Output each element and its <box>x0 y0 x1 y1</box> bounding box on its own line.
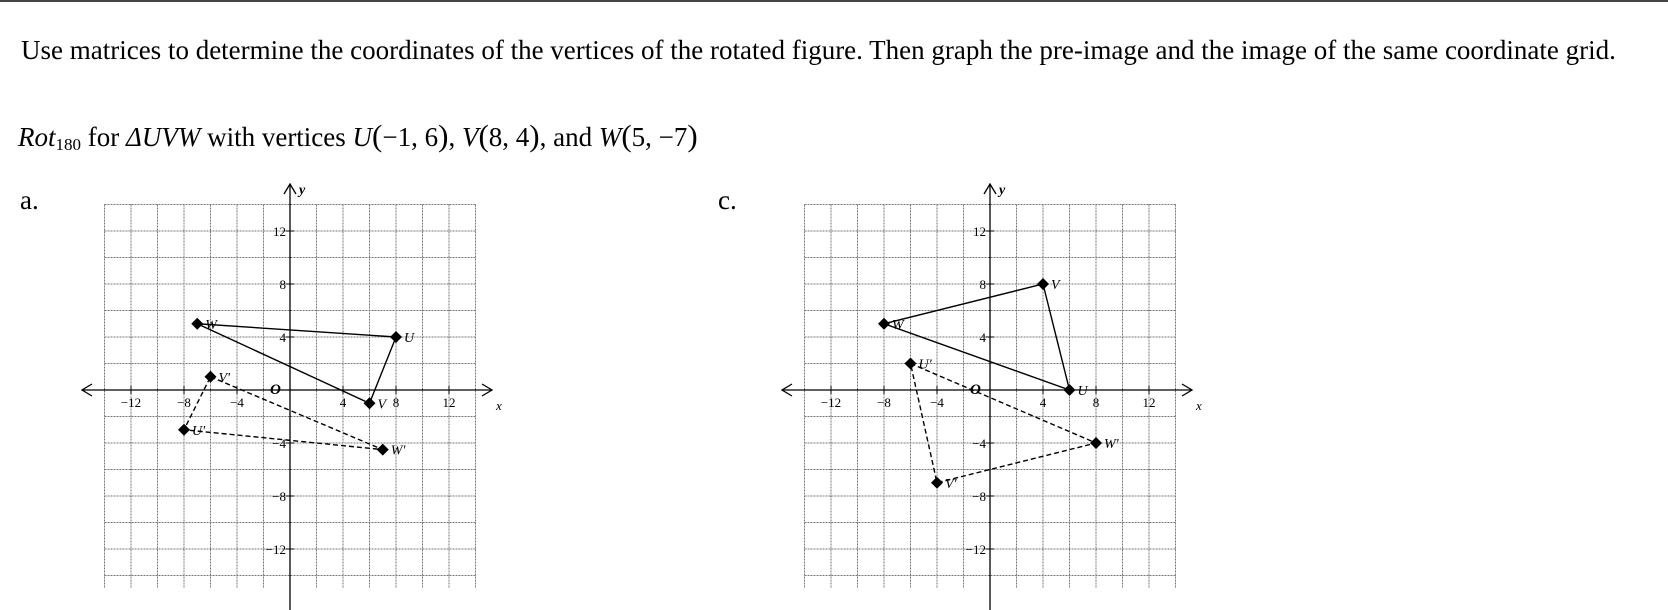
y-tick-label: 4 <box>979 330 986 345</box>
y-tick-label: 8 <box>279 277 286 292</box>
origin-label: O <box>970 382 981 398</box>
vertex-point <box>1090 437 1102 449</box>
x-tick-label: −4 <box>930 395 944 410</box>
vertex-v-name: V <box>461 122 479 152</box>
vertex-point <box>377 444 389 456</box>
x-tick-label: 8 <box>392 395 400 410</box>
image-edges <box>911 364 1097 483</box>
y-tick-label: −12 <box>265 542 286 557</box>
option-a-label[interactable]: a. <box>20 185 39 215</box>
vertex-point <box>205 371 217 383</box>
y-axis-label: y <box>999 183 1006 198</box>
x-tick-label: 12 <box>1142 395 1156 410</box>
vertex-label: U' <box>918 357 932 373</box>
vertex-u-name: U <box>352 122 373 152</box>
vertex-point <box>390 331 402 343</box>
x-tick-label: 12 <box>442 395 456 410</box>
origin-label: O <box>270 382 281 398</box>
x-tick-label: 8 <box>1092 395 1100 410</box>
vertex-u-sep: , <box>448 122 456 152</box>
axes <box>782 183 1202 610</box>
y-tick-label: 4 <box>279 330 286 345</box>
option-c-graph[interactable] <box>780 180 1240 610</box>
vertex-point <box>1064 384 1076 396</box>
x-tick-label: −4 <box>230 395 244 410</box>
vertex-label: V <box>1051 278 1060 293</box>
rotation-statement <box>18 118 698 158</box>
y-axis-label: y <box>299 183 306 198</box>
pre-image-triangle <box>191 318 415 413</box>
vertex-u-coords: −1, 6 <box>382 122 439 152</box>
vertex-w-coords: 5, −7 <box>631 122 688 152</box>
x-tick-label: −12 <box>820 395 842 410</box>
vertex-point <box>931 477 943 489</box>
y-tick-label: −4 <box>272 436 286 451</box>
x-tick-label: −8 <box>877 395 891 410</box>
vertex-label: V' <box>945 476 957 492</box>
vertex-v: V(8, 4) <box>461 118 540 153</box>
x-tick-label: −12 <box>120 395 142 410</box>
vertex-point <box>191 318 203 330</box>
vertex-label: U <box>404 331 415 346</box>
image-triangle <box>178 371 406 459</box>
rot-subscript: 180 <box>55 135 81 154</box>
x-tick-label: 4 <box>339 395 347 410</box>
triangle-name: ΔUVW <box>125 122 201 152</box>
vertex-label: U <box>1077 384 1088 399</box>
y-tick-label: 8 <box>979 277 986 292</box>
vertex-label: U' <box>192 423 206 439</box>
vertex-v-coords: 8, 4 <box>488 122 530 152</box>
vertex-w-name: W <box>598 122 622 152</box>
option-c-label[interactable]: c. <box>718 185 737 215</box>
vertex-label: V' <box>218 370 231 386</box>
y-tick-label: −12 <box>965 542 986 557</box>
y-tick-label: −8 <box>972 489 986 504</box>
x-tick-label: −8 <box>177 395 191 410</box>
vertex-label: W' <box>1104 437 1119 452</box>
vertex-label: W <box>205 317 217 333</box>
vertex-u: U(−1, 6) <box>352 118 449 153</box>
vertex-v-sep: , and <box>539 122 593 152</box>
top-rule <box>0 0 1668 2</box>
for-text: for <box>87 122 120 152</box>
with-vertices-text: with vertices <box>207 122 346 152</box>
vertex-point <box>878 318 890 330</box>
question-instruction: Use matrices to determine the coordinates of the vertices of the rotated figure. Then graph the pre-image and the image of the same coordinate grid. <box>21 35 1616 65</box>
vertex-w: W(5, −7) <box>598 118 698 153</box>
x-axis-label: x <box>496 398 502 413</box>
vertex-label: W' <box>390 443 406 459</box>
vertex-point <box>905 358 917 370</box>
vertex-label: W <box>892 317 904 333</box>
y-tick-label: 12 <box>973 224 986 239</box>
vertex-label: V <box>377 397 387 413</box>
vertex-point <box>364 397 376 409</box>
rot-label: Rot <box>18 122 56 152</box>
vertex-point <box>178 424 190 436</box>
y-tick-label: −4 <box>972 436 986 451</box>
axes <box>82 183 502 610</box>
y-tick-label: 12 <box>273 224 286 239</box>
x-axis-label: x <box>1196 398 1202 413</box>
y-tick-label: −8 <box>272 489 286 504</box>
option-a-graph[interactable] <box>80 180 540 610</box>
vertex-point <box>1037 278 1049 290</box>
x-tick-label: 4 <box>1039 395 1047 410</box>
